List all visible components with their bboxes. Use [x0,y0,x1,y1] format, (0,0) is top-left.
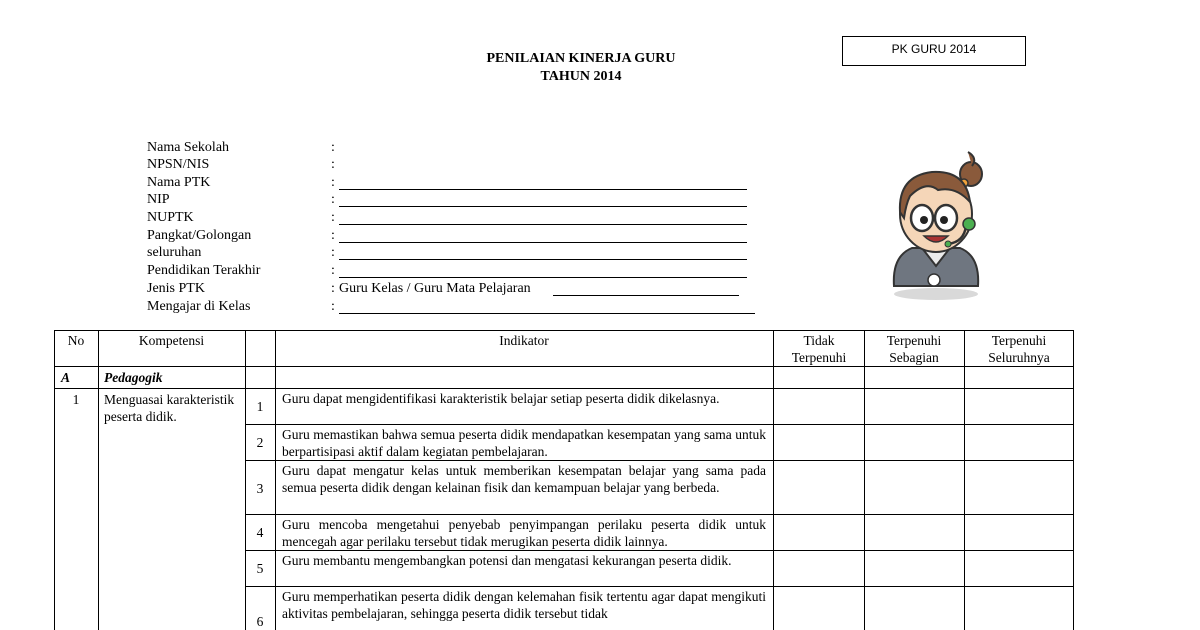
form-colon: : [331,228,335,243]
indicator-number: 5 [256,561,264,576]
page-title: PENILAIAN KINERJA GURU [486,51,676,66]
fill-in-line[interactable] [339,259,747,260]
header-terpenuhi-sebagian: Terpenuhi Sebagian [886,333,942,365]
indicator-text: Guru membantu mengembangkan potensi dan mengatasi kekurangan peserta didik. [282,553,732,568]
section-name: Pedagogik [104,370,163,385]
form-colon: : [331,210,335,225]
form-colon: : [331,245,335,260]
form-label: Nama Sekolah [147,140,230,155]
form-label: NUPTK [147,210,194,225]
form-colon: : [331,192,335,207]
indicator-text: Guru mencoba mengetahui penyebab penyimpangan perilaku peserta didik untuk mencegah agar perilaku tersebut tidak merugikan peserta didik lainnya. [282,517,766,549]
form-label: Pendidikan Terakhir [147,263,261,278]
form-label: Nama PTK [147,175,211,190]
indicator-text: Guru memperhatikan peserta didik dengan kelemahan fisik tertentu agar dapat mengikuti aktivitas pembelajaran, sehingga peserta didik tersebut tidak [282,589,766,621]
fill-in-line[interactable] [339,242,747,243]
form-colon: : [331,281,335,296]
indicator-number: 4 [256,525,264,540]
fill-in-line[interactable] [339,313,755,314]
header-no: No [67,333,85,348]
form-colon: : [331,140,335,155]
fill-in-line[interactable] [339,277,747,278]
section-letter: A [61,370,71,385]
header-tidak-terpenuhi: Tidak Terpenuhi [791,333,847,365]
header-indikator: Indikator [499,333,549,348]
form-label: Pangkat/Golongan [147,228,252,243]
form-colon: : [331,299,335,314]
header-terpenuhi-seluruhnya: Terpenuhi Seluruhnya [988,333,1050,365]
indicator-text: Guru dapat mengidentifikasi karakteristik belajar setiap peserta didik dikelasnya. [282,391,720,406]
form-colon: : [331,157,335,172]
form-colon: : [331,263,335,278]
form-colon: : [331,175,335,190]
indicator-number: 2 [256,435,264,450]
fill-in-line[interactable] [553,295,739,296]
form-label: seluruhan [147,245,202,260]
indicator-number: 1 [256,399,264,414]
header-kompetensi: Kompetensi [138,333,205,348]
fill-in-line[interactable] [339,206,747,207]
form-label: NPSN/NIS [147,157,210,172]
fill-in-line[interactable] [339,224,747,225]
form-label: Jenis PTK [147,281,205,296]
teacher-mascot-illustration [886,146,994,304]
form-value: Guru Kelas / Guru Mata Pelajaran [339,281,531,296]
fill-in-line[interactable] [339,189,747,190]
competency-name: Menguasai karakteristik peserta didik. [104,392,235,424]
form-label: NIP [147,192,170,207]
indicator-text: Guru dapat mengatur kelas untuk memberikan kesempatan belajar yang sama pada semua peserta didik dengan kelainan fisik dan kemampuan belajar yang berbeda. [282,463,766,495]
indicator-text: Guru memastikan bahwa semua peserta didik mendapatkan kesempatan yang sama untuk berpartisipasi aktif dalam kegiatan pembelajaran. [282,427,766,459]
indicator-number: 3 [256,481,264,496]
form-label: Mengajar di Kelas [147,299,251,314]
document-code-badge: PK GURU 2014 [842,36,1026,66]
indicator-number: 6 [256,614,264,629]
page-subtitle-year: TAHUN 2014 [540,69,622,84]
competency-number: 1 [72,392,80,407]
